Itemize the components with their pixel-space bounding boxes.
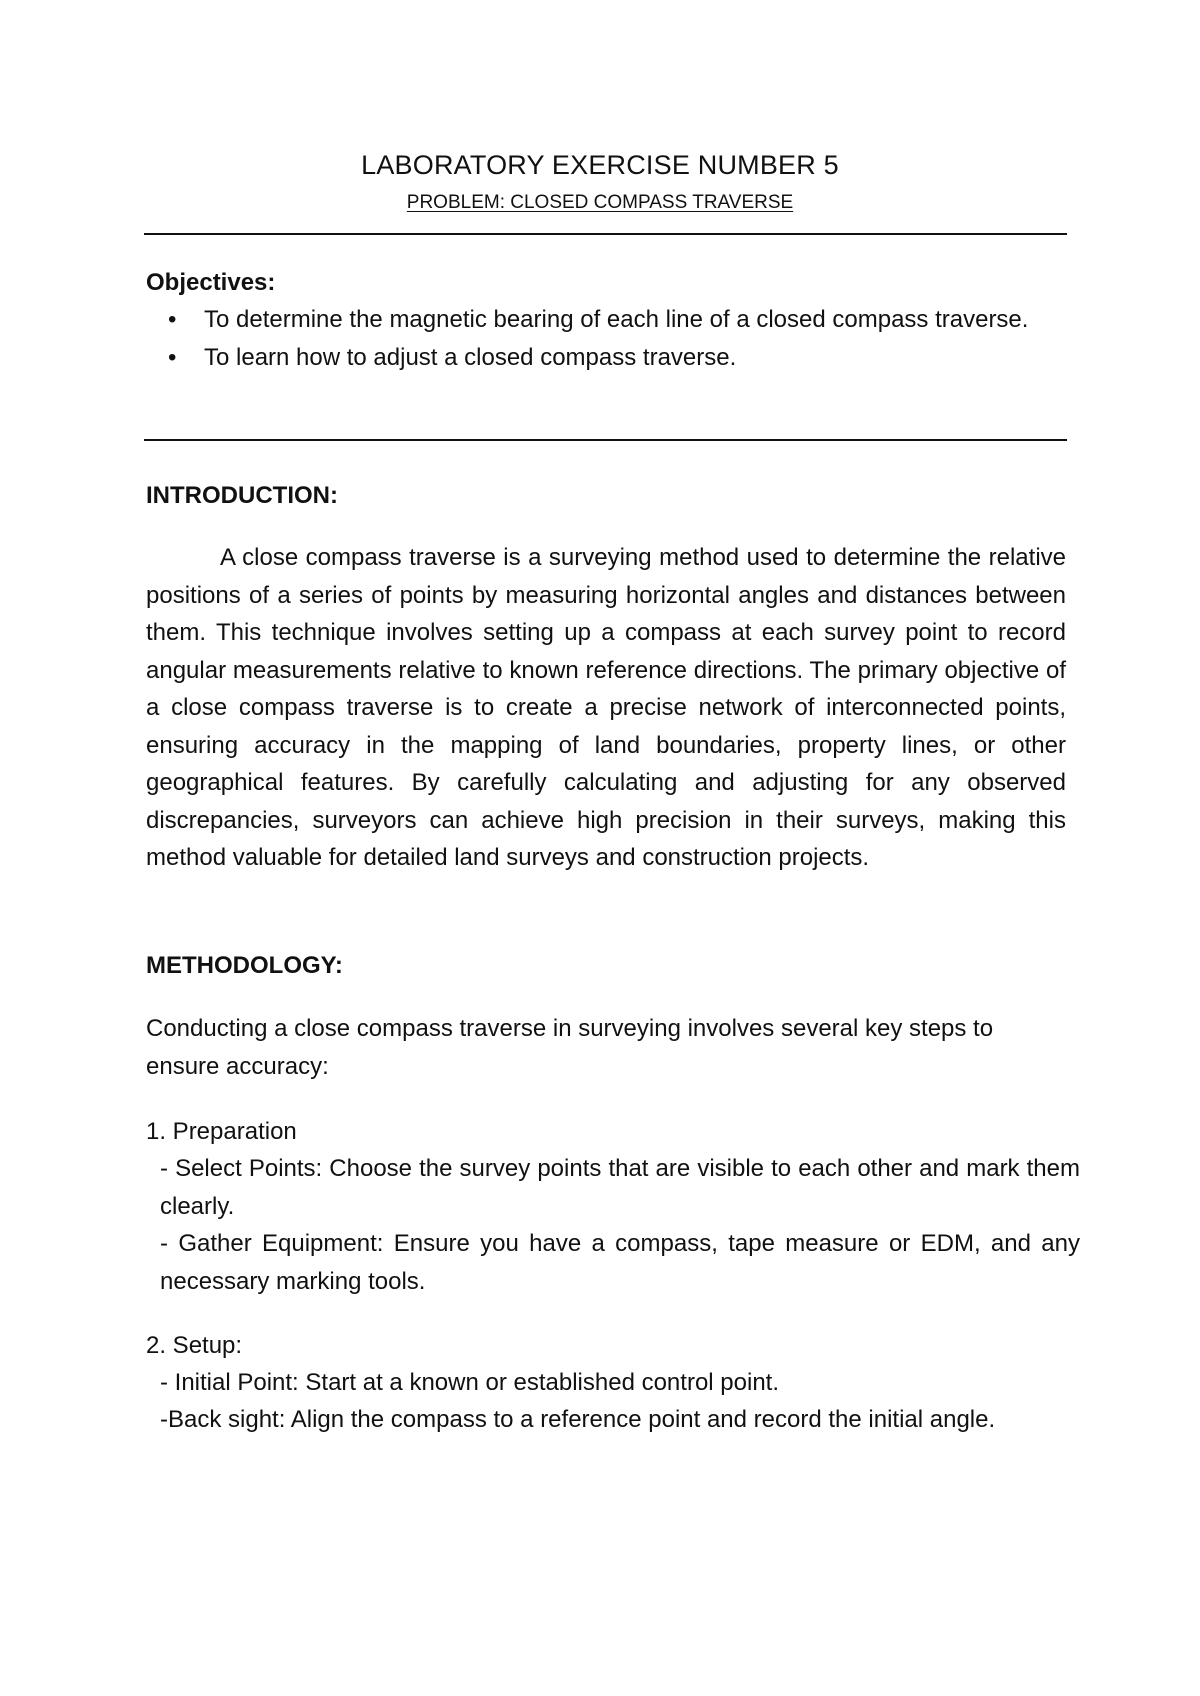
- objective-text: To determine the magnetic bearing of each line of a closed compass traverse.: [204, 306, 1029, 333]
- introduction-paragraph: A close compass traverse is a surveying method used to determine the relative positions of a series of points by measuring horizontal angles and distances between them. This technique involves setting up a compass at each survey point to record angular measurements relative to known reference directions. The primary objective of a close compass traverse is to create a precise network of interconnected points, ensuring accuracy in the mapping of land boundaries, property lines, or other geographical features. By carefully calculating and adjusting for any observed discrepancies, surveyors can achieve high precision in their surveys, making this method valuable for detailed land surveys and construction projects.: [146, 544, 1066, 871]
- step-title-setup: 2. Setup:: [146, 1332, 243, 1359]
- objective-text: To learn how to adjust a closed compass traverse.: [204, 343, 737, 371]
- methodology-heading: METHODOLOGY:: [146, 952, 343, 979]
- objectives-heading: Objectives:: [146, 269, 276, 296]
- document-subtitle: PROBLEM: CLOSED COMPASS TRAVERSE: [406, 192, 794, 213]
- objectives-list: [146, 301, 1066, 376]
- step-item-back-sight: -Back sight: Align the compass to a reference point and record the initial angle.: [160, 1406, 996, 1433]
- divider-top: [144, 233, 1067, 235]
- document-title: LABORATORY EXERCISE NUMBER 5: [361, 150, 839, 180]
- bullet-icon: •: [168, 343, 177, 371]
- introduction-heading: INTRODUCTION:: [146, 482, 338, 509]
- divider-bottom: [144, 439, 1067, 441]
- objective-item: [146, 301, 1066, 339]
- step-item-select-points: - Select Points: Choose the survey points that are visible to each other and mark them clearly.: [160, 1155, 1080, 1220]
- step-item-initial-point: - Initial Point: Start at a known or established control point.: [160, 1369, 779, 1396]
- step-title-preparation: 1. Preparation: [146, 1118, 297, 1145]
- bullet-icon: •: [168, 306, 177, 333]
- objective-item: [146, 339, 1066, 377]
- step-item-gather-equipment: - Gather Equipment: Ensure you have a compass, tape measure or EDM, and any necessary marking tools.: [160, 1230, 1080, 1295]
- methodology-intro: Conducting a close compass traverse in surveying involves several key steps to ensure accuracy:: [146, 1015, 994, 1080]
